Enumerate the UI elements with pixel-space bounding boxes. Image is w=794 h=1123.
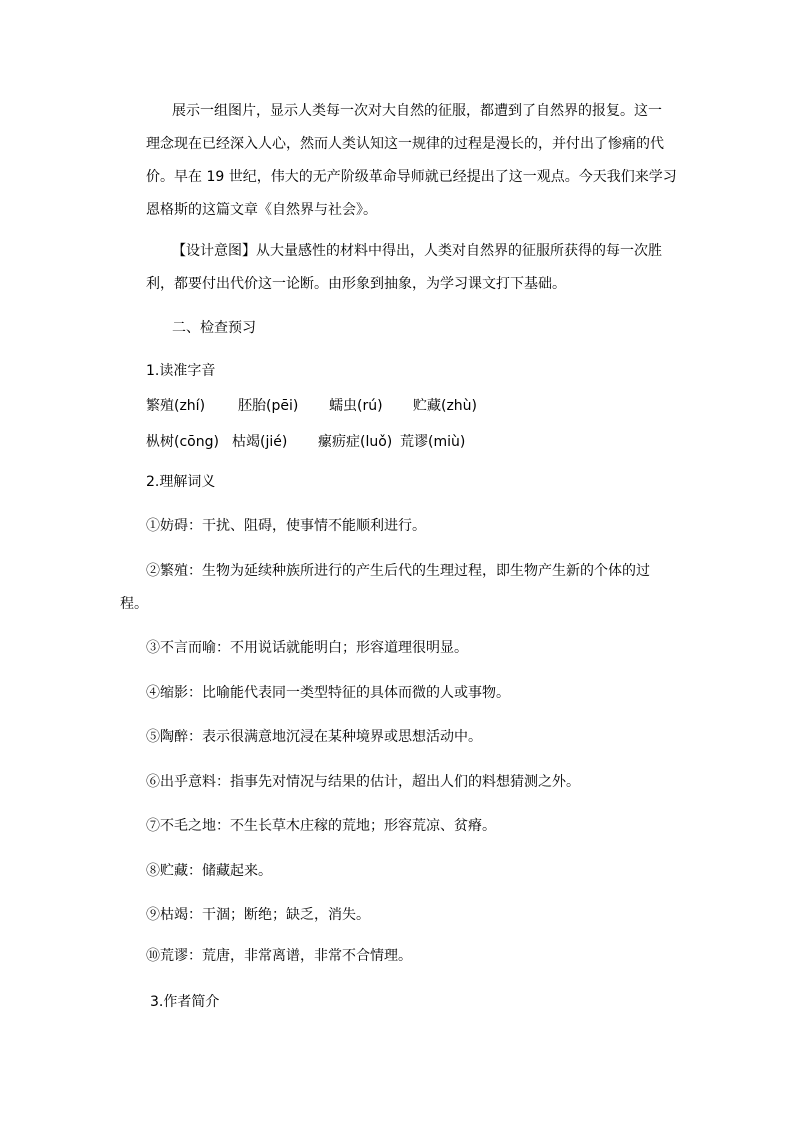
pronunciation-item: 蠕虫(rú) <box>329 398 383 414</box>
vocabulary-item: ③不言而喻：不用说话就能明白；形容道理很明显。 <box>146 640 468 656</box>
author-heading: 3.作者简介 <box>150 994 220 1010</box>
pronunciation-item: 贮藏(zhù) <box>413 398 478 414</box>
pronunciation-item: 瘰疬症(luǒ) <box>318 434 393 450</box>
pronunciation-row-1 <box>146 396 477 416</box>
vocabulary-item: ⑨枯竭：干涸；断绝；缺乏，消失。 <box>146 907 370 923</box>
pronunciation-item: 繁殖(zhí) <box>146 398 206 414</box>
pronunciation-heading: 1.读准字音 <box>146 363 216 379</box>
vocabulary-item: ④缩影：比喻能代表同一类型特征的具体而微的人或事物。 <box>146 685 510 701</box>
design-intent-line-1: 【设计意图】从大量感性的材料中得出，人类对自然界的征服所获得的每一次胜 <box>172 243 662 259</box>
pronunciation-row-2 <box>146 432 465 452</box>
vocabulary-item-continuation: 程。 <box>120 596 148 612</box>
intro-line-4: 恩格斯的这篇文章《自然界与社会》。 <box>146 202 377 218</box>
vocabulary-item: ②繁殖：生物为延续种族所进行的产生后代的生理过程，即生物产生新的个体的过 <box>146 563 650 579</box>
vocabulary-item: ⑤陶醉：表示很满意地沉浸在某种境界或思想活动中。 <box>146 729 482 745</box>
vocabulary-item: ⑦不毛之地：不生长草木庄稼的荒地；形容荒凉、贫瘠。 <box>146 818 496 834</box>
pronunciation-item: 荒谬(miù) <box>400 434 466 450</box>
pronunciation-item: 胚胎(pēi) <box>238 398 299 414</box>
intro-line-3: 价。早在 19 世纪，伟大的无产阶级革命导师就已经提出了这一观点。今天我们来学习 <box>146 169 677 185</box>
vocabulary-item: ⑧贮藏：储藏起来。 <box>146 863 272 879</box>
pronunciation-item: 枯竭(jié) <box>232 434 288 450</box>
intro-line-1: 展示一组图片，显示人类每一次对大自然的征服，都遭到了自然界的报复。这一 <box>172 103 662 119</box>
vocabulary-heading: 2.理解词义 <box>146 474 216 490</box>
vocabulary-item: ①妨碍：干扰、阻碍，使事情不能顺利进行。 <box>146 518 426 534</box>
design-intent-line-2: 利，都要付出代价这一论断。由形象到抽象，为学习课文打下基础。 <box>146 276 566 292</box>
vocabulary-item: ⑥出乎意料：指事先对情况与结果的估计，超出人们的料想猜测之外。 <box>146 774 580 790</box>
pronunciation-item: 枞树(cōng) <box>146 434 219 450</box>
section-two-title: 二、检查预习 <box>172 320 256 336</box>
intro-line-2: 理念现在已经深入人心，然而人类认知这一规律的过程是漫长的，并付出了惨痛的代 <box>146 136 664 152</box>
vocabulary-item: ⑩荒谬：荒唐，非常离谱，非常不合情理。 <box>146 948 412 964</box>
